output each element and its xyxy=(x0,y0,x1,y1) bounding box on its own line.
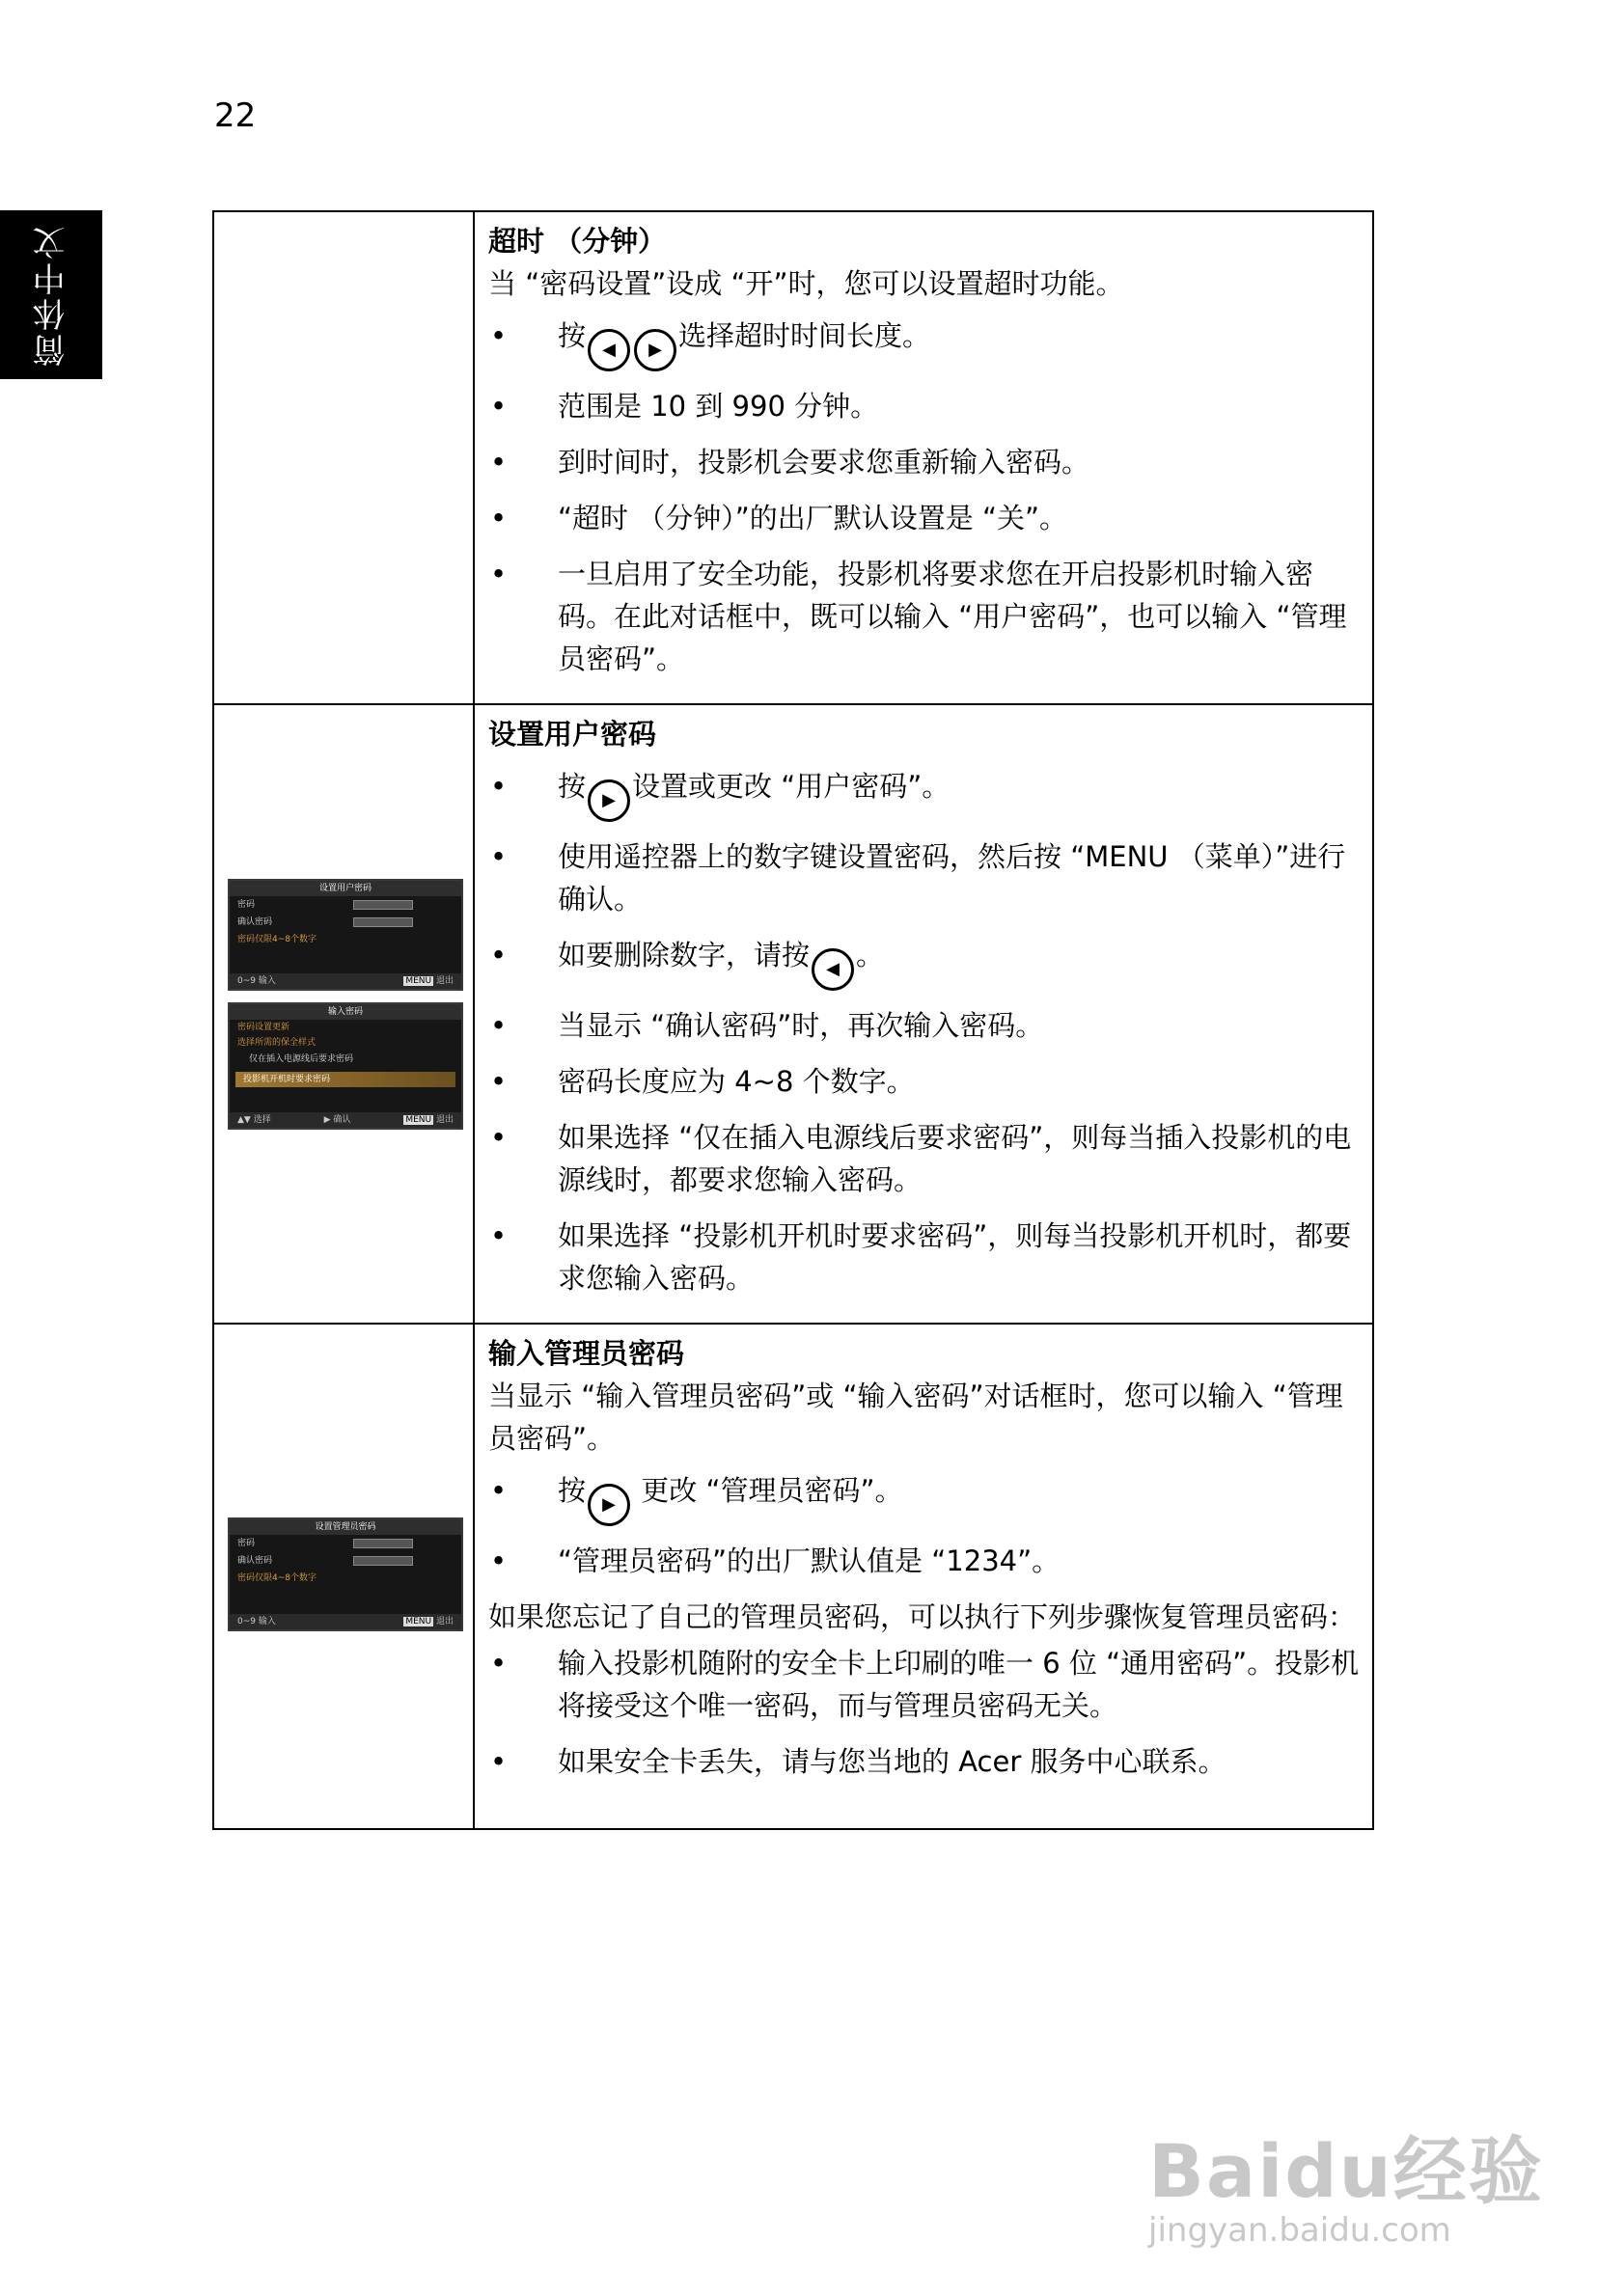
image-cell-timeout xyxy=(213,211,474,704)
bullet-text: 一旦启用了安全功能，投影机将要求您在开启投影机时输入密码。在此对话框中，既可以输入 “用户密码”，也可以输入 “管理员密码”。 xyxy=(558,558,1347,675)
list-item: • 当显示 “确认密码”时，再次输入密码。 xyxy=(490,1009,1044,1042)
osd-option-selected[interactable]: 投影机开机时要求密码 xyxy=(235,1072,455,1087)
list-item: • 如果安全卡丢失，请与您当地的 Acer 服务中心联系。 xyxy=(490,1745,1226,1778)
bullet-text: 密码长度应为 4~8 个数字。 xyxy=(558,1065,915,1098)
bullet-text: 到时间时，投影机会要求您重新输入密码。 xyxy=(558,446,1090,478)
confirm-password-field[interactable] xyxy=(353,917,413,927)
bullet-list xyxy=(488,314,1361,680)
list-item: • 按 ▶ 更改 “管理员密码”。 xyxy=(488,1469,1361,1526)
menu-key-badge: MENU xyxy=(405,1617,432,1626)
section-title: 输入管理员密码 xyxy=(488,1337,685,1370)
osd-label: 确认密码 xyxy=(237,917,273,927)
image-cell-admin-password xyxy=(213,1324,474,1829)
bullet-text: 按 xyxy=(558,770,587,803)
language-side-tab xyxy=(0,210,102,379)
image-cell-user-password xyxy=(213,704,474,1324)
bullet-text: 按 xyxy=(558,1474,587,1507)
recovery-paragraph: 如果您忘记了自己的管理员密码，可以执行下列步骤恢复管理员密码： xyxy=(488,1600,1357,1633)
osd-foot-text: ▶ 确认 xyxy=(323,1115,351,1125)
watermark-url: jingyan.baidu.com xyxy=(1148,2211,1451,2250)
list-item: • “管理员密码”的出厂默认值是 “1234”。 xyxy=(490,1544,1061,1577)
confirm-password-field[interactable] xyxy=(353,1556,413,1566)
right-arrow-circle-icon: ▶ xyxy=(588,1484,630,1526)
bullet-text: “管理员密码”的出厂默认值是 “1234”。 xyxy=(558,1544,1061,1577)
baidu-watermark xyxy=(1148,2074,1554,2267)
bullet-text: “超时 （分钟）”的出厂默认设置是 “关”。 xyxy=(558,502,1068,534)
page-number: 22 xyxy=(214,96,257,135)
bullet-text: 输入投影机随附的安全卡上印刷的唯一 6 位 “通用密码”。投影机将接受这个唯一密码，而与管理员密码无关。 xyxy=(558,1647,1360,1722)
table-row-admin-password xyxy=(213,1324,1373,1829)
password-field[interactable] xyxy=(353,1539,413,1548)
section-intro: 当显示 “输入管理员密码”或 “输入密码”对话框时，您可以输入 “管理员密码”。 xyxy=(488,1380,1343,1455)
osd-footer xyxy=(230,1614,461,1629)
settings-table xyxy=(212,210,1374,1830)
osd-title: 设置管理员密码 xyxy=(230,1519,461,1535)
bullet-text: 设置或更改 “用户密码”。 xyxy=(632,770,951,803)
list-item: • 如果选择 “投影机开机时要求密码”，则每当投影机开机时，都要求您输入密码。 xyxy=(490,1219,1352,1295)
osd-foot-text: 退出 xyxy=(435,1617,454,1626)
list-item: • 到时间时，投影机会要求您重新输入密码。 xyxy=(490,446,1090,478)
menu-key-badge: MENU xyxy=(405,1115,432,1125)
bullet-text: 如要删除数字，请按 xyxy=(558,939,811,971)
osd-label: 密码 xyxy=(237,1539,256,1548)
osd-label: 密码 xyxy=(237,900,256,910)
left-arrow-circle-icon: ◀ xyxy=(812,948,854,991)
text-cell-timeout xyxy=(474,211,1373,704)
list-item: • 如要删除数字，请按 ◀ 。 xyxy=(488,934,1361,991)
text-cell-user-password xyxy=(474,704,1373,1324)
list-item: • 密码长度应为 4~8 个数字。 xyxy=(490,1065,915,1098)
text-cell-admin-password xyxy=(474,1324,1373,1829)
list-item: • 使用遥控器上的数字键设置密码，然后按 “MENU （菜单）”进行确认。 xyxy=(490,840,1346,916)
osd-set-admin-password xyxy=(228,1517,463,1631)
section-title: 超时 （分钟） xyxy=(488,225,667,258)
bullet-list xyxy=(488,1642,1361,1783)
section-title: 设置用户密码 xyxy=(488,718,657,751)
osd-text: 密码设置更新 xyxy=(237,1023,290,1032)
bullet-text: 。 xyxy=(856,939,885,971)
bullet-text: 如果选择 “投影机开机时要求密码”，则每当投影机开机时，都要求您输入密码。 xyxy=(558,1219,1352,1295)
osd-hint: 密码仅限4~8个数字 xyxy=(237,1573,317,1583)
osd-title: 设置用户密码 xyxy=(230,881,461,896)
osd-foot-text: 0~9 输入 xyxy=(237,1617,276,1626)
osd-set-user-password xyxy=(228,879,463,991)
watermark-logo: Baidu经验 xyxy=(1148,2128,1544,2214)
section-intro: 当 “密码设置”设成 “开”时，您可以设置超时功能。 xyxy=(488,267,1124,300)
osd-footer xyxy=(230,973,461,989)
osd-foot-text: 退出 xyxy=(435,1115,454,1125)
list-item: • 一旦启用了安全功能，投影机将要求您在开启投影机时输入密码。在此对话框中，既可以输入 “用户密码”，也可以输入 “管理员密码”。 xyxy=(490,558,1347,675)
bullet-text: 范围是 10 到 990 分钟。 xyxy=(558,390,879,423)
osd-hint: 密码仅限4~8个数字 xyxy=(237,935,317,944)
bullet-text: 使用遥控器上的数字键设置密码，然后按 “MENU （菜单）”进行确认。 xyxy=(558,840,1346,916)
bullet-text: 当显示 “确认密码”时，再次输入密码。 xyxy=(558,1009,1044,1042)
list-item: • 按 ▶ 设置或更改 “用户密码”。 xyxy=(488,765,1361,822)
table-row-timeout xyxy=(213,211,1373,704)
list-item: • 如果选择 “仅在插入电源线后要求密码”，则每当插入投影机的电源线时，都要求您输入密码。 xyxy=(490,1121,1352,1196)
list-item: • 输入投影机随附的安全卡上印刷的唯一 6 位 “通用密码”。投影机将接受这个唯一密码，而与管理员密码无关。 xyxy=(490,1647,1360,1722)
osd-text: 选择所需的保全样式 xyxy=(237,1038,317,1048)
osd-title: 输入密码 xyxy=(230,1004,461,1020)
list-item: • “超时 （分钟）”的出厂默认设置是 “关”。 xyxy=(490,502,1068,534)
right-arrow-circle-icon: ▶ xyxy=(588,779,630,822)
bullet-text: 如果安全卡丢失，请与您当地的 Acer 服务中心联系。 xyxy=(558,1745,1226,1778)
language-label: 简体中文 xyxy=(32,223,71,367)
bullet-text: 如果选择 “仅在插入电源线后要求密码”，则每当插入投影机的电源线时，都要求您输入密码。 xyxy=(558,1121,1352,1196)
bullet-text: 按 xyxy=(558,319,587,352)
osd-enter-password xyxy=(228,1002,463,1130)
osd-foot-text: 0~9 输入 xyxy=(237,976,276,986)
left-arrow-circle-icon: ◀ xyxy=(588,329,630,371)
bullet-text: 更改 “管理员密码”。 xyxy=(632,1474,903,1507)
list-item: • 范围是 10 到 990 分钟。 xyxy=(490,390,879,423)
osd-footer xyxy=(230,1112,461,1128)
menu-key-badge: MENU xyxy=(405,976,432,986)
osd-foot-text: ▲▼ 选择 xyxy=(237,1115,271,1125)
list-item: • 按 ◀ ▶ 选择超时时间长度。 xyxy=(488,314,1361,371)
right-arrow-circle-icon: ▶ xyxy=(634,329,676,371)
osd-option[interactable]: 仅在插入电源线后要求密码 xyxy=(249,1054,354,1064)
table-row-user-password xyxy=(213,704,1373,1324)
osd-foot-text: 退出 xyxy=(435,976,454,986)
bullet-list xyxy=(488,1469,1361,1582)
osd-label: 确认密码 xyxy=(237,1556,273,1566)
bullet-list xyxy=(488,765,1361,1299)
bullet-text: 选择超时时间长度。 xyxy=(678,319,931,352)
password-field[interactable] xyxy=(353,900,413,910)
